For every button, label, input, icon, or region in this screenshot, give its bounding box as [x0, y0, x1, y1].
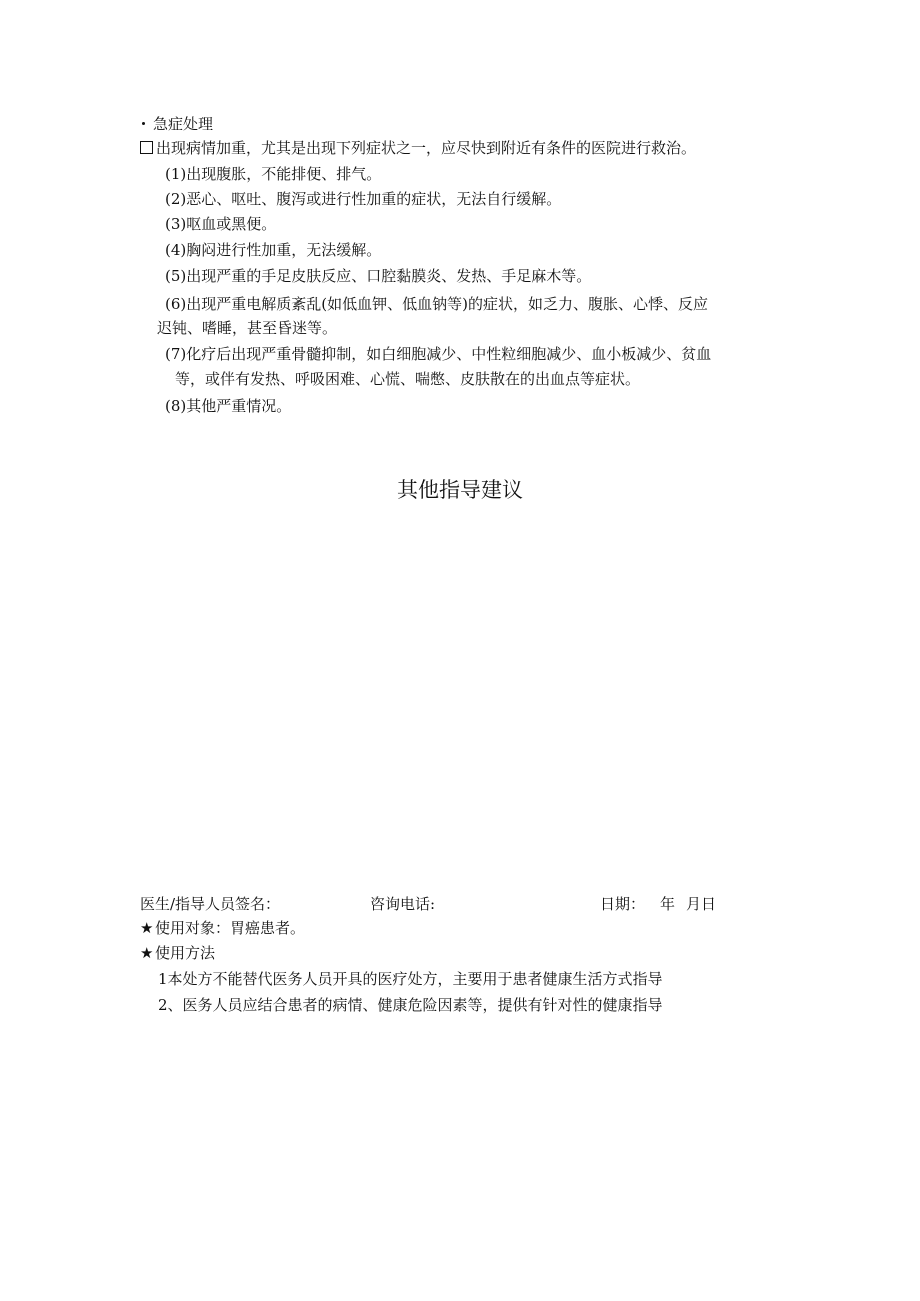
bullet-icon — [142, 122, 145, 125]
emergency-heading — [142, 114, 213, 134]
symptom-item-continued: 等，或伴有发热、呼吸困难、心慌、喘憋、皮肤散在的出血点等症状。 — [175, 370, 641, 388]
symptom-item: (2)恶心、呕吐、腹泻或进行性加重的症状，无法自行缓解。 — [165, 190, 562, 208]
symptom-item: (8)其他严重情况。 — [165, 397, 292, 415]
other-advice-title: 其他指导建议 — [397, 478, 523, 502]
symptom-item: (5)出现严重的手足皮肤反应、口腔黏膜炎、发热、手足麻木等。 — [165, 267, 592, 285]
phone-label: 咨询电话: — [370, 895, 436, 913]
month-day-label: 月日 — [686, 895, 717, 913]
usage-heading-text: 使用方法 — [155, 944, 216, 962]
emergency-intro-text: 出现病情加重，尤其是出现下列症状之一，应尽快到附近有条件的医院进行救治。 — [156, 139, 697, 157]
symptom-item: (1)出现腹胀，不能排便、排气。 — [165, 165, 382, 183]
emergency-intro — [140, 138, 696, 158]
checkbox-icon — [140, 141, 153, 154]
target-users-text: 使用对象：胃癌患者。 — [155, 919, 306, 937]
star-icon: ★ — [140, 919, 154, 937]
target-users — [140, 918, 305, 938]
usage-item: 2、医务人员应结合患者的病情、健康危险因素等，提供有针对性的健康指导 — [158, 996, 663, 1014]
symptom-item: (3)呕血或黑便。 — [165, 215, 277, 233]
year-label: 年 — [660, 895, 676, 913]
usage-heading — [140, 943, 215, 963]
doctor-sign-label: 医生/指导人员签名： — [140, 895, 281, 913]
star-icon: ★ — [140, 944, 154, 962]
usage-item: 1本处方不能替代医务人员开具的医疗处方，主要用于患者健康生活方式指导 — [158, 970, 663, 988]
emergency-heading-text: 急症处理 — [153, 115, 214, 133]
symptom-item: (4)胸闷进行性加重，无法缓解。 — [165, 241, 382, 259]
date-label: 日期： — [600, 895, 646, 913]
symptom-item: (6)出现严重电解质紊乱(如低血钾、低血钠等)的症状，如乏力、腹胀、心悸、反应 — [165, 295, 708, 313]
symptom-item-continued: 迟钝、嗜睡，甚至昏迷等。 — [157, 319, 338, 337]
symptom-item: (7)化疗后出现严重骨髓抑制，如白细胞减少、中性粒细胞减少、血小板减少、贫血 — [165, 345, 712, 363]
